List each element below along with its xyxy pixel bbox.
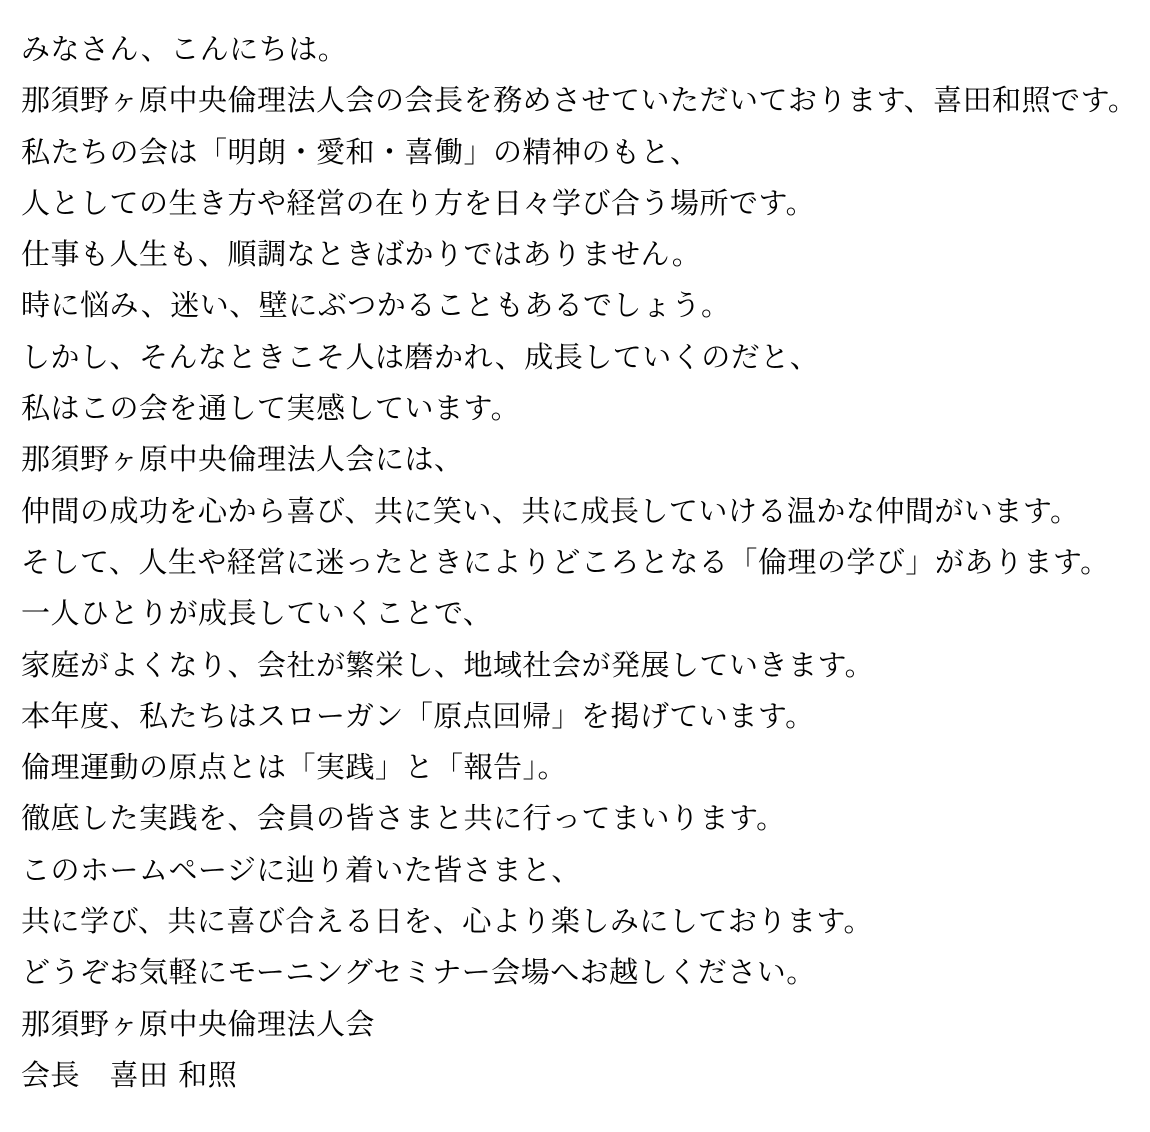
text-line: 共に学び、共に喜び合える日を、心より楽しみにしております。 [21, 904, 874, 939]
text-line: 私はこの会を通して実感しています。 [21, 391, 521, 426]
text-line: 私たちの会は「明朗・愛和・喜働」の精神のもと、 [21, 134, 700, 169]
text-line: 仲間の成功を心から喜び、共に笑い、共に成長していける温かな仲間がいます。 [21, 493, 1080, 528]
text-line: 時に悩み、迷い、壁にぶつかることもあるでしょう。 [21, 288, 731, 323]
text-line: このホームページに辿り着いた皆さまと、 [21, 852, 581, 887]
text-line: 仕事も人生も、順調なときばかりではありません。 [21, 237, 702, 272]
text-line: 倫理運動の原点とは「実践」と「報告」。 [21, 750, 568, 785]
greeting-text-body [21, 24, 1142, 1101]
text-line: しかし、そんなときこそ人は磨かれ、成長していくのだと、 [21, 339, 820, 374]
text-line: 一人ひとりが成長していくことで、 [21, 596, 493, 631]
text-line: 徹底した実践を、会員の皆さまと共に行ってまいります。 [21, 801, 786, 836]
signature-chairman-name: 会長 喜田 和照 [21, 1057, 238, 1092]
organization-name: 那須野ヶ原中央倫理法人会 [21, 1006, 376, 1041]
text-line: そして、人生や経営に迷ったときによりどころとなる「倫理の学び」があります。 [21, 544, 1110, 579]
text-line-invitation: どうぞお気軽にモーニングセミナー会場へお越しください。 [21, 955, 816, 990]
text-line-greeting: みなさん、こんにちは。 [21, 32, 348, 66]
text-line: 家庭がよくなり、会社が繁栄し、地域社会が発展していきます。 [21, 647, 875, 682]
text-line-introduction: 那須野ヶ原中央倫理法人会の会長を務めさせていただいております、喜田和照です。 [21, 83, 1138, 118]
text-line-slogan: 本年度、私たちはスローガン「原点回帰」を掲げています。 [21, 698, 815, 733]
text-line: 人としての生き方や経営の在り方を日々学び合う場所です。 [21, 185, 816, 220]
text-line: 那須野ヶ原中央倫理法人会には、 [21, 442, 464, 477]
